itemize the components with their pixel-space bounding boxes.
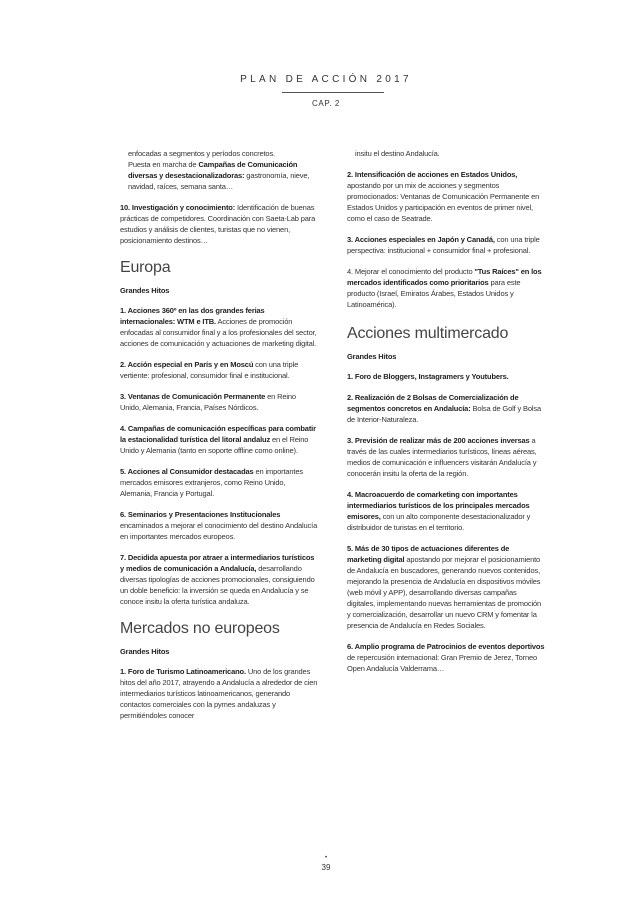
list-item: 3. Acciones especiales en Japón y Canadá, con una triple perspectiva: institucional + consumidor final + profesional. (347, 235, 540, 255)
list-item: 1. Acciones 360º en las dos grandes ferias internacionales: WTM e ITB. Acciones de promoción enfocadas al consumidor final y a los profesionales del sector, acciones de comunicación y actuaciones de marketing digital. (120, 306, 317, 348)
list-item-10: 10. Investigación y conocimiento: Identificación de buenas prácticas de competidores. Coordinación con Saeta-Lab para estudios y análisis de clientes, turistas que no vienen, posicionamiento destinos… (120, 203, 316, 245)
continued-text: insitu el destino Andalucía. (355, 149, 440, 158)
document-title: PLAN DE ACCIÓN 2017 (240, 74, 412, 85)
list-item: 2. Realización de 2 Bolsas de Comercialización de segmentos concretos en Andalucía: Bolsa de Golf y Bolsa de Interior-Naturaleza. (347, 393, 542, 424)
header-divider (282, 92, 384, 93)
list-item: 4. Mejorar el conocimiento del producto "Tus Raíces" en los mercados identificados como prioritarios para este producto (Israel, Emiratos Árabes, Estados Unidos y Latinoamérica). (347, 267, 542, 309)
page-header (0, 74, 638, 108)
right-column (347, 148, 545, 684)
list-item: 6. Amplio programa de Patrocinios de eventos deportivos de repercusión internacional: Gran Premio de Jerez, Torneo Open Andalucía Valderrama… (347, 642, 545, 673)
list-item: 1. Foro de Turismo Latinoamericano. Uno de los grandes hitos del año 2017, atrayendo a Andalucía a alrededor de cien intermediarios turísticos latinoamericanos, generando contactos comerciales con la pymes andaluzas y permitiéndoles conocer (120, 667, 318, 720)
left-column (120, 148, 318, 731)
list-item: 4. Macroacuerdo de comarketing con importantes intermediarios turísticos de los principales mercados emisores, con un alto componente desestacionalizador y distribuidor de turistas en el territorio. (347, 490, 531, 532)
list-item: 2. Acción especial en París y en Moscú con una triple vertiente: profesional, consumidor final e institucional. (120, 360, 299, 380)
page-number: 39 (321, 863, 331, 872)
list-item: 4. Campañas de comunicación específicas para combatir la estacionalidad turística del litoral andaluz en el Reino Unido y Alemania (tanto en soporte offline como online). (120, 424, 316, 455)
subheading-grandes-hitos: Grandes Hitos (120, 647, 170, 656)
section-title-mercados-no-europeos: Mercados no europeos (120, 620, 280, 637)
list-item: 5. Más de 30 tipos de actuaciones diferentes de marketing digital apostando por mejorar el posicionamiento de Andalucía en buscadores, generando nuevos contenidos, mejorando la presencia de Andalucía en dispositivos móviles (web móvil y APP), desarrollando diversas campañas digitales, implementando nuevas herramientas de promoción y comercialización, desarrollar un nuevo CRM y fomentar la presencia de Andalucía en Redes Sociales. (347, 544, 542, 630)
list-item: 6. Seminarios y Presentaciones Institucionales encaminados a mejorar el conocimiento del destino Andalucía en importantes mercados europeos. (120, 510, 318, 541)
subheading-grandes-hitos: Grandes Hitos (347, 352, 397, 361)
subheading-grandes-hitos: Grandes Hitos (120, 286, 170, 295)
list-item: 1. Foro de Bloggers, Instagramers y Youtubers. (347, 372, 509, 381)
continued-text: enfocadas a segmentos y períodos concretos. (128, 149, 275, 158)
list-item: 3. Ventanas de Comunicación Permanente en Reino Unido, Alemania, Francia, Países Nórdicos. (120, 392, 296, 412)
list-item: 7. Decidida apuesta por atraer a intermediarios turísticos y medios de comunicación a Andalucía, desarrollando diversas tipologías de acciones promocionales, consiguiendo un doble beneficio: la inversión se queda en Andalucía y se conoce insitu la oferta turística andaluza. (120, 553, 315, 606)
list-item: 3. Previsión de realizar más de 200 acciones inversas a través de las cuales intermediarios turísticos, líneas aéreas, medios de comunicación e influencers visitarán Andalucía y conocerán insitu la oferta de la región. (347, 436, 537, 478)
list-item: 5. Acciones al Consumidor destacadas en importantes mercados emisores extranjeros, como Reino Unido, Alemania, Francia y Portugal. (120, 467, 303, 498)
page-footer (0, 855, 638, 872)
chapter-label: CAP. 2 (312, 99, 340, 108)
list-item: Puesta en marcha de Campañas de Comunicación diversas y desestacionalizadoras: gastronomía, nieve, navidad, raíces, semana santa… (128, 160, 310, 191)
section-title-europa: Europa (120, 259, 171, 276)
list-item: 2. Intensificación de acciones en Estados Unidos, apostando por un mix de acciones y segmentos promocionados: Ventanas de Comunicación Permanente en Estados Unidos y participación en eventos de primer nivel, como el caso de Seatrade. (347, 170, 540, 223)
section-title-acciones-multimercado: Acciones multimercado (347, 325, 509, 342)
footer-bullet: • (324, 855, 328, 861)
